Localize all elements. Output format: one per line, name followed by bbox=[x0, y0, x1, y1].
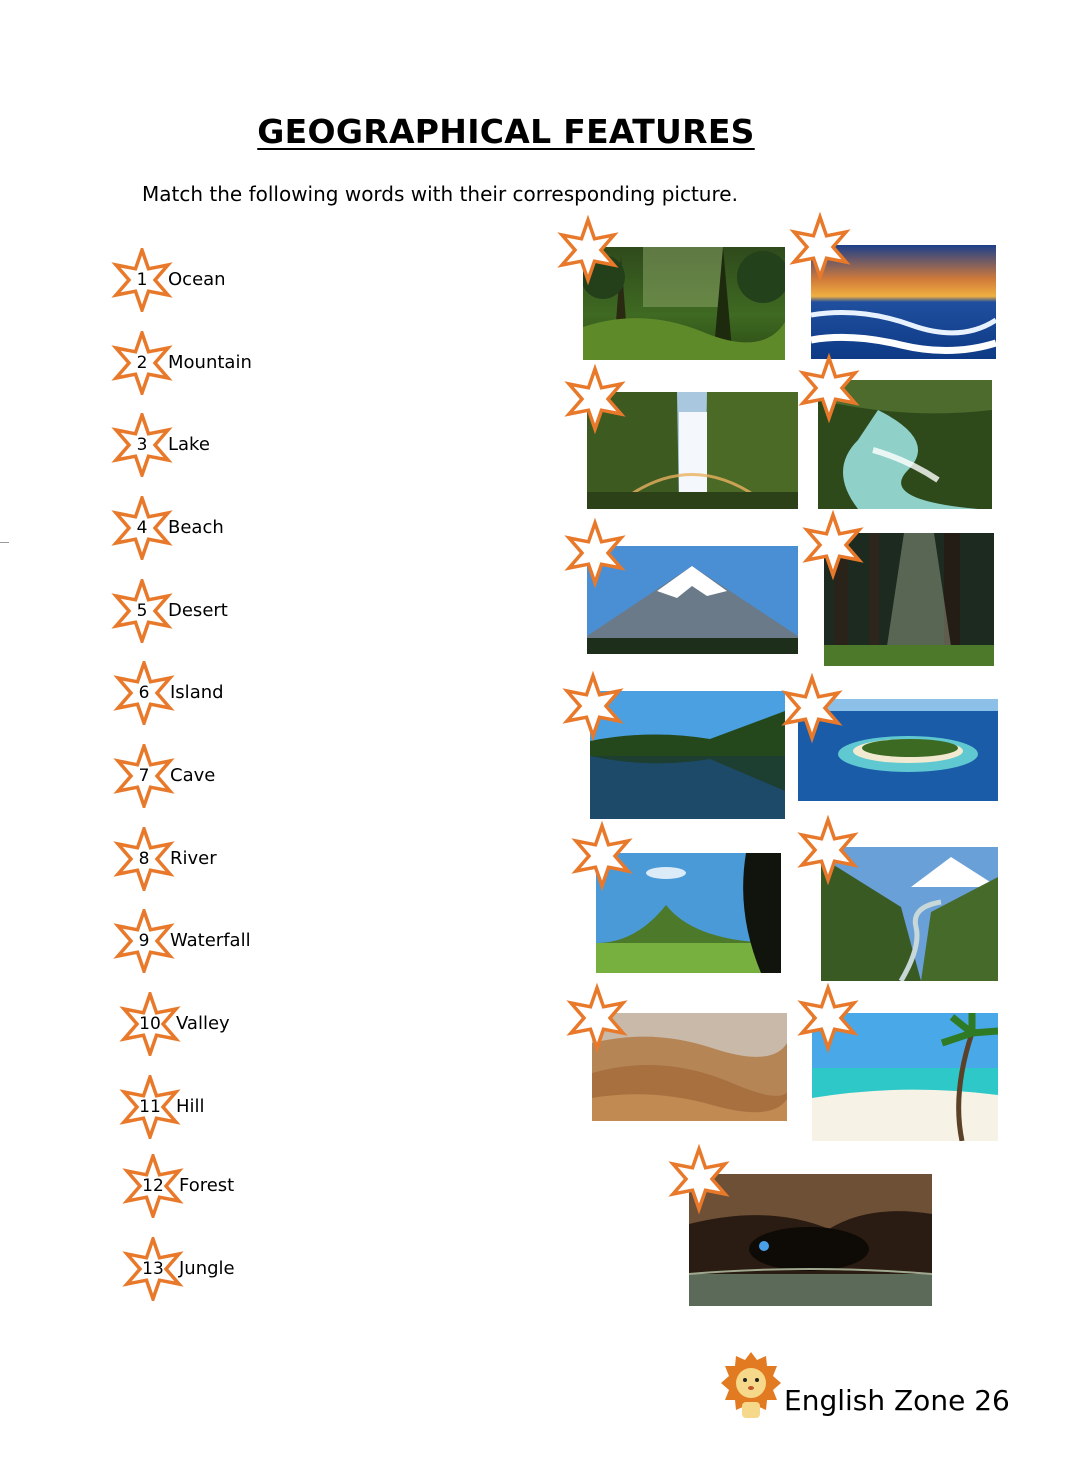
star-icon bbox=[563, 517, 627, 589]
word-label: Forest bbox=[179, 1175, 235, 1196]
star-icon bbox=[563, 363, 627, 435]
word-label: Desert bbox=[168, 600, 228, 621]
star-icon bbox=[570, 820, 634, 892]
word-item-river bbox=[112, 827, 372, 891]
star-icon bbox=[796, 814, 860, 886]
word-label: Mountain bbox=[168, 352, 252, 373]
word-label: River bbox=[170, 848, 217, 869]
word-item-mountain bbox=[110, 331, 370, 395]
word-number: 13 bbox=[142, 1259, 164, 1279]
word-number: 8 bbox=[138, 849, 150, 869]
word-item-jungle bbox=[121, 1237, 381, 1301]
lion-mascot-icon bbox=[720, 1350, 782, 1420]
word-number: 7 bbox=[138, 766, 150, 786]
word-number: 5 bbox=[136, 601, 148, 621]
star-icon bbox=[796, 982, 860, 1054]
word-label: Ocean bbox=[168, 269, 226, 290]
star-icon bbox=[556, 214, 620, 286]
word-label: Lake bbox=[168, 434, 210, 455]
word-number: 4 bbox=[136, 518, 148, 538]
word-item-forest bbox=[121, 1154, 381, 1218]
word-item-beach bbox=[110, 496, 370, 560]
instructions: Match the following words with their corresponding picture. bbox=[142, 182, 738, 206]
word-label: Island bbox=[170, 682, 224, 703]
word-label: Valley bbox=[176, 1013, 230, 1034]
brand-name: English Zone 26 bbox=[784, 1384, 1010, 1417]
word-number: 9 bbox=[138, 931, 150, 951]
star-icon bbox=[801, 509, 865, 581]
footer-brand bbox=[720, 1350, 1020, 1422]
star-icon bbox=[667, 1143, 731, 1215]
word-label: Hill bbox=[176, 1096, 205, 1117]
word-item-lake bbox=[110, 413, 370, 477]
page-title: GEOGRAPHICAL FEATURES bbox=[257, 112, 755, 151]
page-edge-mark bbox=[0, 542, 9, 543]
word-label: Jungle bbox=[179, 1258, 235, 1279]
word-item-ocean bbox=[110, 248, 370, 312]
star-icon bbox=[565, 982, 629, 1054]
word-item-valley bbox=[118, 992, 378, 1056]
word-label: Beach bbox=[168, 517, 224, 538]
word-number: 1 bbox=[136, 270, 148, 290]
word-item-hill bbox=[118, 1075, 378, 1139]
word-item-island bbox=[112, 661, 372, 725]
word-item-waterfall bbox=[112, 909, 372, 973]
star-icon bbox=[788, 211, 852, 283]
star-icon bbox=[780, 672, 844, 744]
word-number: 2 bbox=[136, 353, 148, 373]
star-icon bbox=[561, 670, 625, 742]
word-number: 11 bbox=[139, 1097, 161, 1117]
word-number: 10 bbox=[139, 1014, 161, 1034]
word-label: Cave bbox=[170, 765, 216, 786]
word-label: Waterfall bbox=[170, 930, 251, 951]
word-number: 12 bbox=[142, 1176, 164, 1196]
word-item-desert bbox=[110, 579, 370, 643]
star-icon bbox=[797, 352, 861, 424]
word-number: 3 bbox=[136, 435, 148, 455]
word-item-cave bbox=[112, 744, 372, 808]
word-number: 6 bbox=[138, 683, 150, 703]
